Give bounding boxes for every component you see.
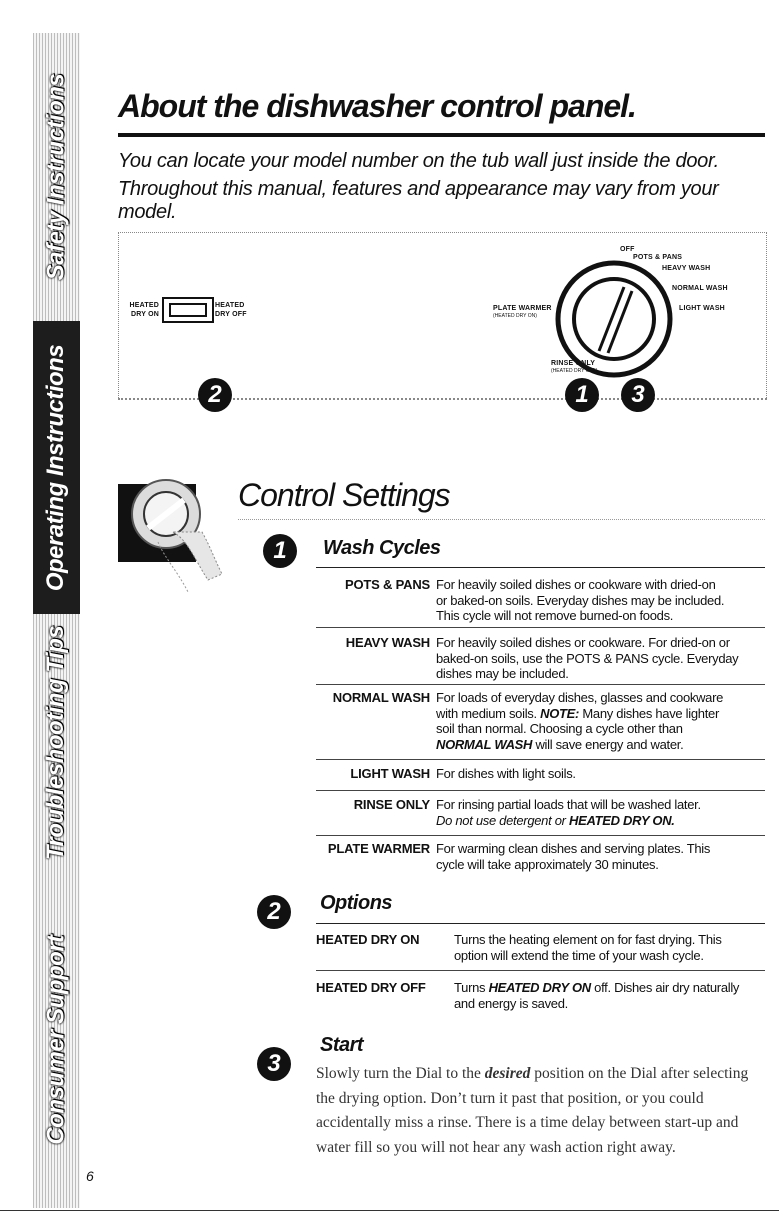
intro-line-1: You can locate your model number on the tub wall just inside the door. — [118, 150, 719, 172]
page-number: 6 — [86, 1168, 94, 1184]
row-separator — [316, 684, 765, 685]
emphasis-desired: desired — [484, 1065, 531, 1082]
row-separator — [316, 835, 765, 836]
note-label: NOTE: — [540, 705, 580, 721]
start-number-badge: 3 — [257, 1047, 291, 1081]
option-label: HEATED DRY OFF — [316, 980, 426, 995]
dial-note-plate-warmer: (HEATED DRY ON) — [493, 313, 537, 319]
wash-cycles-number-badge: 1 — [263, 534, 297, 568]
hand-turning-dial-illustration — [118, 462, 238, 602]
dial-label-pots-pans: POTS & PANS — [633, 254, 683, 261]
emphasis-normal-wash: NORMAL WASH — [436, 736, 533, 752]
side-tab-troubleshooting-tips[interactable] — [33, 614, 80, 871]
cycle-description: For dishes with light soils. — [436, 766, 576, 781]
cycle-description: For heavily soiled dishes or cookware. For dried-on or baked-on soils, use the POTS & PANS cycle. Everyday dishes may be included. — [436, 635, 739, 681]
dial-note-rinse-only: (HEATED DRY OFF) — [551, 368, 598, 374]
side-tab-consumer-support[interactable] — [33, 871, 80, 1208]
switch-label-dry-off: HEATED DRY OFF — [215, 302, 247, 318]
cycle-description: For heavily soiled dishes or cookware with dried-on or baked-on soils. Everyday dishes may be included. This cycle will not remove burned-on foods. — [436, 577, 725, 623]
emphasis-heated-dry-on: HEATED DRY ON — [488, 980, 591, 995]
row-separator — [316, 759, 765, 760]
dial-label-normal-wash: NORMAL WASH — [672, 285, 728, 292]
heated-dry-switch[interactable] — [162, 297, 214, 323]
side-tab-label: Operating Instructions — [42, 344, 70, 591]
side-tab-safety-instructions[interactable] — [33, 33, 80, 321]
callout-2-badge: 2 — [198, 378, 232, 412]
options-number-badge: 2 — [257, 895, 291, 929]
start-title: Start — [320, 1034, 364, 1056]
dial-label-rinse-only: RINSE ONLY — [551, 360, 596, 367]
control-settings-title: Control Settings — [238, 477, 450, 513]
control-panel-illustration — [118, 232, 767, 400]
cycle-label: POTS & PANS — [345, 577, 430, 592]
cycle-description: For loads of everyday dishes, glasses and cookware with medium soils. NOTE: Many dishes have lighter soil than normal. Choosing a cycle other than NORMAL WASH will save energy and water. — [436, 690, 724, 752]
option-description: Turns HEATED DRY ON off. Dishes air dry naturally and energy is saved. — [454, 980, 740, 1011]
dial-label-heavy-wash: HEAVY WASH — [662, 265, 711, 272]
start-instructions: Slowly turn the Dial to the desired position on the Dial after selecting the drying option. Don’t turn it past that position, or you could accidentally miss a rinse. There is a time delay between start-up and water fill so you will not hear any wash action right away. — [316, 1065, 749, 1156]
cycle-description: For rinsing partial loads that will be washed later. Do not use detergent or HEATED DRY ON. — [436, 797, 701, 828]
row-separator — [316, 790, 765, 791]
dial-label-plate-warmer: PLATE WARMER — [493, 305, 552, 312]
row-separator — [316, 627, 765, 628]
side-tab-label: Consumer Support — [42, 934, 70, 1145]
callout-3-badge: 3 — [621, 378, 655, 412]
callout-1-badge: 1 — [565, 378, 599, 412]
cycle-label: RINSE ONLY — [353, 797, 430, 812]
side-tab-operating-instructions[interactable] — [33, 321, 80, 614]
cycle-label: HEAVY WASH — [345, 635, 430, 650]
side-tab-label: Troubleshooting Tips — [42, 625, 70, 860]
switch-rocker — [169, 303, 207, 317]
cycle-label: NORMAL WASH — [332, 690, 430, 705]
wash-cycles-rule — [316, 567, 765, 568]
section-divider — [238, 519, 765, 520]
cycle-description: For warming clean dishes and serving plates. This cycle will take approximately 30 minutes. — [436, 841, 711, 872]
intro-line-2: Throughout this manual, features and appearance may vary from your model. — [118, 178, 719, 223]
side-tab-label: Safety Instructions — [42, 73, 70, 281]
page-title: About the dishwasher control panel. — [118, 88, 636, 124]
emphasis-heated-dry-on: HEATED DRY ON. — [569, 812, 675, 828]
row-separator — [316, 970, 765, 971]
option-label: HEATED DRY ON — [316, 932, 420, 947]
bottom-rule — [0, 1210, 779, 1211]
wash-cycles-title: Wash Cycles — [323, 537, 441, 559]
title-rule — [118, 133, 765, 137]
cycle-label: LIGHT WASH — [350, 766, 430, 781]
options-rule — [316, 923, 765, 924]
switch-label-dry-on: HEATED DRY ON — [129, 302, 159, 318]
option-description: Turns the heating element on for fast drying. This option will extend the time of your wash cycle. — [454, 932, 722, 963]
dial-label-off: OFF — [620, 246, 635, 253]
cycle-label: PLATE WARMER — [327, 841, 430, 856]
dial-label-light-wash: LIGHT WASH — [679, 305, 725, 312]
options-title: Options — [320, 892, 393, 914]
